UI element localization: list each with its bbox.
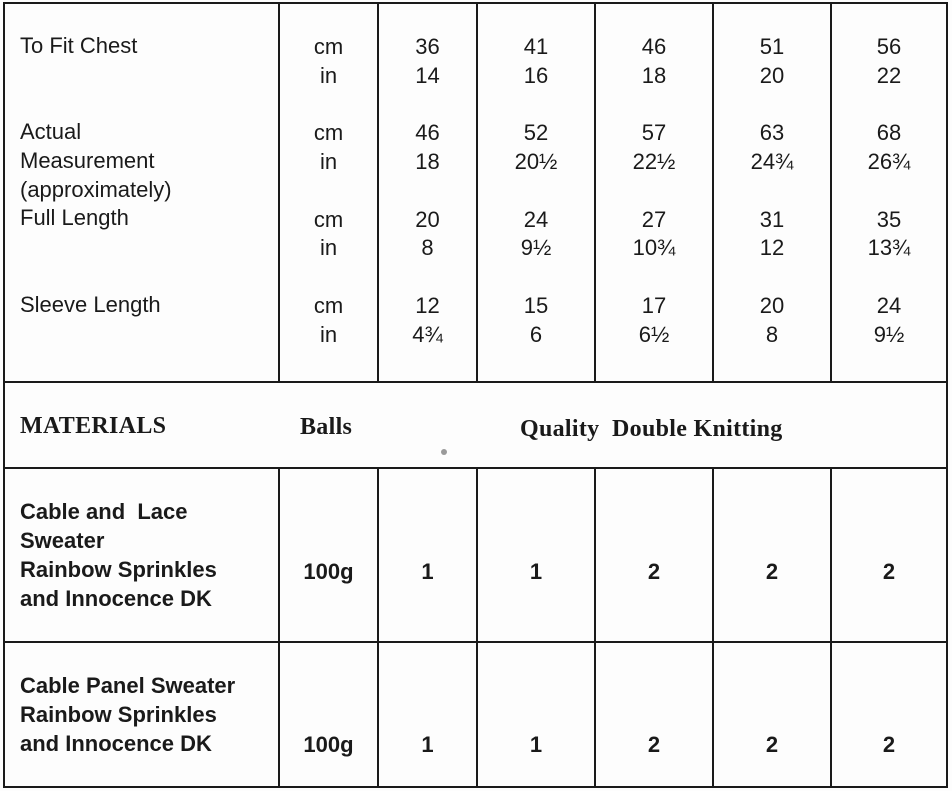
ball-count: 1 [529,559,543,584]
balls-heading: Balls [300,414,353,440]
size-value: 27 [641,207,667,232]
size-value: 22½ [632,149,676,174]
ball-count: 2 [765,732,779,757]
unit-cm: cm [313,207,344,232]
size-value: 13¾ [867,235,911,260]
size-value: 20 [759,63,785,88]
size-value: 41 [523,34,549,59]
size-value: 20½ [514,149,558,174]
ball-count: 1 [421,559,434,584]
size-value: 20 [415,207,440,232]
size-value: 20 [759,293,785,318]
unit-in: in [319,235,338,260]
size-value: 26¾ [867,149,911,174]
size-value: 68 [876,120,902,145]
row-label: (approximately) [20,177,172,202]
size-value: 63 [759,120,785,145]
size-value: 17 [641,293,667,318]
material-item-name: Cable and Lace [20,499,188,524]
unit-cm: cm [313,293,344,318]
ball-count: 2 [882,559,896,584]
ball-count: 1 [421,732,434,757]
size-value: 10¾ [632,235,676,260]
material-item-name: Rainbow Sprinkles [20,702,217,727]
size-value: 36 [415,34,440,59]
size-value: 15 [523,293,549,318]
ball-count: 2 [765,559,779,584]
size-value: 9½ [520,235,552,260]
size-value: 52 [523,120,549,145]
size-value: 18 [641,63,667,88]
size-value: 18 [415,149,440,174]
row-label: To Fit Chest [20,33,138,58]
quality-heading: Quality Double Knitting [520,416,783,442]
unit-cm: cm [313,34,344,59]
row-label: Measurement [20,148,155,173]
material-item-name: Sweater [20,528,105,553]
row-label: Sleeve Length [20,292,161,317]
size-value: 57 [641,120,667,145]
size-value: 46 [641,34,667,59]
materials-heading: MATERIALS [20,413,167,439]
border-right [946,2,948,788]
material-item-name: and Innocence DK [20,586,212,611]
unit-in: in [319,149,338,174]
ball-count: 2 [647,732,661,757]
border-left [3,2,5,788]
row-label: Actual [20,119,82,144]
size-value: 4¾ [412,322,443,347]
size-value: 16 [523,63,549,88]
ball-count: 2 [882,732,896,757]
size-value: 24¾ [750,149,794,174]
unit-in: in [319,322,338,347]
material-item-name: Cable Panel Sweater [20,673,236,698]
size-value: 24 [523,207,549,232]
unit-cm: cm [313,120,344,145]
ball-count: 2 [647,559,661,584]
size-value: 8 [765,322,779,347]
size-value: 12 [759,235,785,260]
size-value: 51 [759,34,785,59]
unit-in: in [319,63,338,88]
size-value: 56 [876,34,902,59]
material-item-name: Rainbow Sprinkles [20,557,217,582]
size-value: 6 [529,322,543,347]
size-value: 24 [876,293,902,318]
size-value: 46 [415,120,440,145]
ball-count: 1 [529,732,543,757]
size-value: 6½ [638,322,670,347]
size-value: 8 [421,235,434,260]
size-value: 22 [876,63,902,88]
size-value: 31 [759,207,785,232]
size-value: 14 [415,63,440,88]
row-label: Full Length [20,205,129,230]
size-value: 35 [876,207,902,232]
material-item-name: and Innocence DK [20,731,212,756]
size-value: 9½ [873,322,905,347]
ball-weight: 100g [303,559,354,584]
scan-speck [441,449,447,455]
ball-weight: 100g [303,732,354,757]
size-value: 12 [415,293,440,318]
